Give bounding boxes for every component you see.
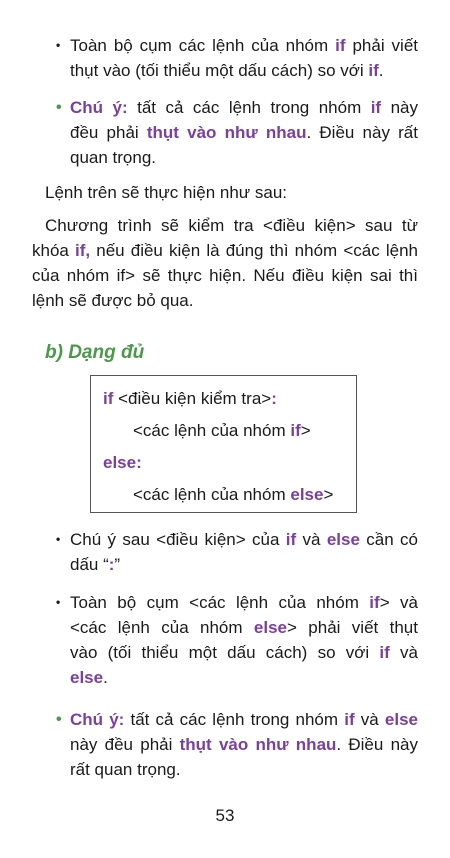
- note-line: Chú ý: tất cả các lệnh trong nhóm if và else: [70, 710, 418, 729]
- bullet-item-indent-if-else: [56, 590, 419, 690]
- bullet-line: else.: [70, 668, 108, 687]
- bullet-line: Chú ý sau <điều kiện> của if và else cần có: [70, 530, 419, 549]
- bullet-dot-icon: •: [56, 595, 61, 609]
- note-line: Chú ý: tất cả các lệnh trong nhóm if này: [70, 98, 418, 117]
- explanation-line: lệnh sẽ được bỏ qua.: [32, 291, 194, 310]
- bullet-line: vào (tối thiểu một dấu cách) so với if và: [70, 643, 419, 662]
- code-line-else-body: <các lệnh của nhóm else>: [133, 485, 334, 504]
- code-line-if-body: <các lệnh của nhóm if>: [133, 421, 311, 440]
- note-bullet-icon: •: [56, 99, 62, 116]
- explanation-line: khóa if, nếu điều kiện là đúng thì nhóm <các lệnh: [32, 241, 418, 260]
- bullet-dot-icon: •: [56, 38, 61, 52]
- note-line: quan trọng.: [70, 148, 157, 167]
- note-item-indent: [56, 95, 418, 170]
- explanation-line: Chương trình sẽ kiểm tra <điều kiện> sau từ: [45, 216, 418, 235]
- note-line: rất quan trọng.: [70, 760, 181, 779]
- bullet-line: Toàn bộ cụm <các lệnh của nhóm if> và: [70, 593, 418, 612]
- execution-intro: Lệnh trên sẽ thực hiện như sau:: [45, 183, 288, 202]
- bullet-line: Toàn bộ cụm các lệnh của nhóm if phải viết: [70, 36, 419, 55]
- bullet-item-colon: [56, 527, 419, 577]
- bullet-item-indent-if: [56, 33, 419, 83]
- explanation-line: của nhóm if> sẽ thực hiện. Nếu điều kiện sai thì: [32, 266, 418, 285]
- note-bullet-icon: •: [56, 711, 62, 728]
- note-line: đều phải thụt vào như nhau. Điều này rất: [70, 123, 418, 142]
- code-line-else: else:: [103, 453, 142, 472]
- code-line-if: if <điều kiện kiểm tra>:: [103, 389, 277, 408]
- note-line: này đều phải thụt vào như nhau. Điều này: [70, 735, 418, 754]
- bullet-line: thụt vào (tối thiểu một dấu cách) so với if.: [70, 61, 384, 80]
- bullet-dot-icon: •: [56, 532, 61, 546]
- explanation-paragraph: [32, 213, 418, 313]
- bullet-line: dấu “:”: [70, 555, 121, 574]
- note-item-indent-if-else: [56, 707, 418, 782]
- code-box: [90, 375, 357, 513]
- section-heading: b) Dạng đủ: [45, 342, 145, 363]
- bullet-line: <các lệnh của nhóm else> phải viết thụt: [70, 618, 418, 637]
- page-number: 53: [215, 806, 235, 825]
